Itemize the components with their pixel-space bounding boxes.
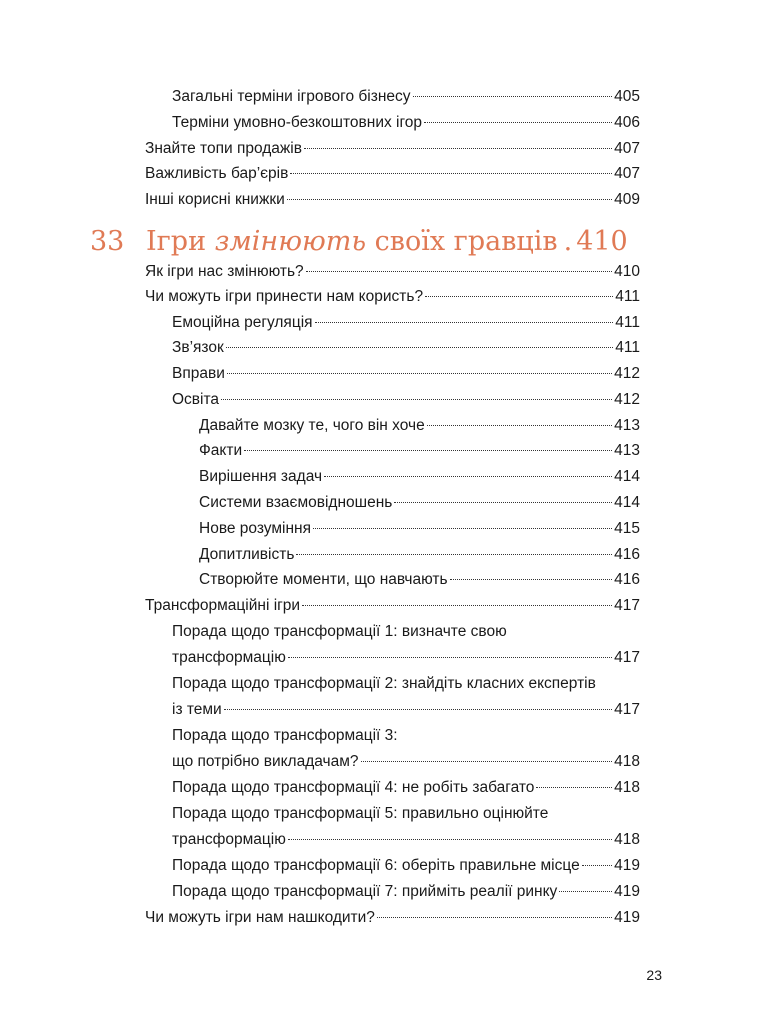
toc-entry-page: 411	[615, 288, 640, 305]
toc-entry-page: 414	[614, 468, 640, 485]
dot-leader	[288, 839, 612, 840]
toc-entry-title: Системи взаємовідношень	[199, 494, 393, 511]
dot-leader	[536, 787, 612, 788]
dot-leader	[424, 122, 612, 123]
dot-leader	[313, 528, 612, 529]
toc-entry-first-line: Порада щодо трансформації 1: визначте свою	[172, 623, 507, 640]
toc-entry-title: Давайте мозку те, чого він хоче	[199, 417, 425, 434]
toc-entry-title: із теми	[172, 701, 222, 718]
toc-entry	[145, 908, 640, 928]
chapter-heading	[90, 224, 644, 260]
dot-leader	[377, 917, 612, 918]
toc-entry	[172, 830, 640, 850]
dot-leader	[559, 891, 612, 892]
toc-entry-page: 411	[615, 314, 640, 331]
dot-leader	[394, 502, 612, 503]
toc-entry-page: 419	[614, 909, 640, 926]
toc-entry	[145, 190, 640, 210]
toc-entry-title: Інші корисні книжки	[145, 191, 285, 208]
toc-entry-title: Знайте топи продажів	[145, 140, 302, 157]
toc-entry-first-line: Порада щодо трансформації 3:	[172, 727, 398, 744]
toc-entry-title: Загальні терміни ігрового бізнесу	[172, 88, 411, 105]
toc-entry-title: трансформацію	[172, 649, 286, 666]
dot-leader	[425, 296, 613, 297]
toc-entry-page: 412	[614, 391, 640, 408]
toc-entry	[172, 313, 640, 333]
toc-entry-title: Створюйте моменти, що навчають	[199, 571, 448, 588]
toc-entry-page: 418	[614, 831, 640, 848]
dot-leader	[226, 347, 614, 348]
toc-entry-page: 417	[614, 649, 640, 666]
toc-entry	[172, 390, 640, 410]
dot-leader	[427, 425, 612, 426]
toc-entry	[172, 700, 640, 720]
toc-entry	[199, 416, 640, 436]
toc-entry-page: 407	[614, 165, 640, 182]
dot-leader	[290, 173, 612, 174]
toc-entry-page: 413	[614, 442, 640, 459]
toc-entry	[172, 856, 640, 876]
page-number: 23	[646, 967, 662, 983]
toc-entry	[172, 113, 640, 133]
toc-entry	[172, 338, 640, 358]
toc-entry	[199, 545, 640, 565]
toc-entry-title: Емоційна регуляція	[172, 314, 313, 331]
dot-leader	[227, 373, 612, 374]
toc-entry-title: Порада щодо трансформації 4: не робіть забагато	[172, 779, 535, 796]
toc-entry-title: що потрібно викладачам?	[172, 753, 359, 770]
toc-entry	[172, 752, 640, 772]
toc-entry-page: 419	[614, 857, 640, 874]
dot-leader	[288, 657, 612, 658]
toc-entry	[145, 139, 640, 159]
chapter-number: 33	[90, 226, 125, 257]
toc-entry-page: 412	[614, 365, 640, 382]
dot-leader	[224, 709, 612, 710]
toc-entry-page: 419	[614, 883, 640, 900]
chapter-title-emphasis: змінюють	[214, 226, 367, 257]
toc-entry-page: 417	[614, 597, 640, 614]
toc-entry	[199, 467, 640, 487]
toc-entry	[145, 164, 640, 184]
toc-entry-page: 411	[615, 339, 640, 356]
dot-leader	[302, 605, 612, 606]
toc-entry-title: Вирішення задач	[199, 468, 323, 485]
toc-entry	[172, 364, 640, 384]
toc-entry-title: Вправи	[172, 365, 225, 382]
chapter-title-part: Ігри	[146, 226, 215, 257]
toc-entry-title: Допитливість	[199, 546, 295, 563]
chapter-page: 410	[576, 226, 628, 257]
dot-leader	[244, 450, 612, 451]
chapter-title	[146, 224, 644, 260]
toc-entry-page: 416	[614, 571, 640, 588]
toc-entry-page: 414	[614, 494, 640, 511]
toc-entry-title: трансформацію	[172, 831, 286, 848]
toc-entry-title: Як ігри нас змінюють?	[145, 263, 304, 280]
toc-entry-title: Важливість бар’єрів	[145, 165, 289, 182]
toc-entry	[172, 882, 640, 902]
chapter-separator: .	[563, 226, 573, 257]
chapter-title-part: своїх гравців	[366, 226, 558, 257]
toc-entry	[145, 287, 640, 307]
dot-leader	[306, 271, 612, 272]
dot-leader	[450, 579, 613, 580]
dot-leader	[287, 199, 612, 200]
dot-leader	[324, 476, 612, 477]
toc-entry-title: Терміни умовно-безкоштовних ігор	[172, 114, 423, 131]
toc-entry	[199, 441, 640, 461]
toc-entry-title: Освіта	[172, 391, 220, 408]
toc-entry-title: Зв’язок	[172, 339, 224, 356]
toc-entry-title: Трансформаційні ігри	[145, 597, 301, 614]
toc-entry-title: Порада щодо трансформації 7: прийміть реалії ринку	[172, 883, 558, 900]
toc-entry-page: 406	[614, 114, 640, 131]
toc-entry-page: 409	[614, 191, 640, 208]
toc-entry-title: Порада щодо трансформації 6: оберіть правильне місце	[172, 857, 580, 874]
toc-entry-page: 410	[614, 263, 640, 280]
toc-entry-page: 415	[614, 520, 640, 537]
toc-entry-page: 418	[614, 753, 640, 770]
toc-entry-page: 413	[614, 417, 640, 434]
toc-entry	[199, 519, 640, 539]
dot-leader	[296, 554, 612, 555]
dot-leader	[413, 96, 613, 97]
dot-leader	[582, 865, 612, 866]
dot-leader	[221, 399, 612, 400]
toc-entry	[172, 778, 640, 798]
toc-entry	[145, 596, 640, 616]
toc-entry-title: Чи можуть ігри нам нашкодити?	[145, 909, 375, 926]
toc-entry-title: Факти	[199, 442, 243, 459]
toc-entry-page: 405	[614, 88, 640, 105]
toc-entry-page: 418	[614, 779, 640, 796]
toc-entry	[172, 87, 640, 107]
toc-entry	[199, 570, 640, 590]
toc-entry	[145, 262, 640, 282]
dot-leader	[304, 148, 612, 149]
toc-entry-page: 416	[614, 546, 640, 563]
toc-entry-title: Нове розуміння	[199, 520, 311, 537]
toc-entry-first-line: Порада щодо трансформації 2: знайдіть класних експертів	[172, 675, 596, 692]
dot-leader	[315, 322, 614, 323]
toc-entry-page: 407	[614, 140, 640, 157]
toc-entry-title: Чи можуть ігри принести нам користь?	[145, 288, 424, 305]
toc-entry-first-line: Порада щодо трансформації 5: правильно оцінюйте	[172, 805, 549, 822]
dot-leader	[361, 761, 613, 762]
toc-entry	[172, 648, 640, 668]
toc-entry-page: 417	[614, 701, 640, 718]
toc-entry	[199, 493, 640, 513]
